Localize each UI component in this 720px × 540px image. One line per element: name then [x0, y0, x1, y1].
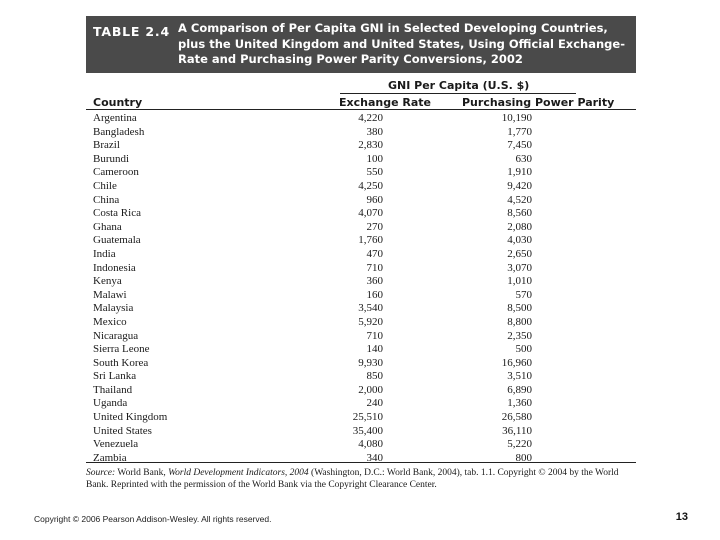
ppp-cell: 570	[515, 288, 532, 301]
table-title-bar	[86, 16, 636, 73]
country-cell: Zambia	[93, 451, 127, 464]
country-cell: United States	[93, 424, 152, 437]
ppp-cell: 6,890	[507, 383, 532, 396]
group-header-rule	[340, 93, 576, 94]
table-row	[86, 438, 636, 452]
column-header-country: Country	[93, 96, 143, 109]
exchange-rate-cell: 710	[366, 329, 383, 342]
gni-group-header: GNI Per Capita (U.S. $)	[388, 79, 530, 92]
country-cell: Mexico	[93, 315, 127, 328]
table-row	[86, 411, 636, 425]
table-row	[86, 234, 636, 248]
ppp-cell: 10,190	[501, 112, 532, 124]
table-row	[86, 262, 636, 276]
ppp-cell: 5,220	[507, 438, 532, 451]
country-cell: Ghana	[93, 220, 122, 233]
country-cell: Burundi	[93, 152, 130, 165]
ppp-cell: 26,580	[501, 411, 532, 424]
table-row	[86, 330, 636, 344]
country-cell: China	[93, 193, 120, 206]
gni-comparison-table	[86, 16, 636, 490]
exchange-rate-cell: 4,070	[358, 207, 383, 220]
ppp-cell: 2,350	[507, 329, 532, 342]
exchange-rate-cell: 1,760	[358, 234, 383, 247]
country-cell: Nicaragua	[93, 329, 139, 342]
exchange-rate-cell: 100	[366, 152, 383, 165]
exchange-rate-cell: 960	[366, 193, 383, 206]
exchange-rate-cell: 9,930	[358, 356, 383, 369]
table-row	[86, 316, 636, 330]
exchange-rate-cell: 4,080	[358, 438, 383, 451]
exchange-rate-cell: 35,400	[352, 424, 383, 437]
table-row	[86, 221, 636, 235]
country-cell: Guatemala	[93, 234, 141, 247]
ppp-cell: 800	[515, 451, 532, 464]
ppp-cell: 3,510	[507, 370, 532, 383]
column-header-ppp: Purchasing Power Parity	[462, 96, 615, 109]
column-header-exchange-rate: Exchange Rate	[339, 96, 431, 109]
table-row	[86, 248, 636, 262]
ppp-cell: 16,960	[501, 356, 532, 369]
country-cell: Brazil	[93, 139, 120, 152]
source-label: Source:	[86, 468, 116, 478]
exchange-rate-cell: 270	[366, 220, 383, 233]
country-cell: India	[93, 247, 116, 260]
exchange-rate-cell: 2,000	[358, 383, 383, 396]
country-cell: Cameroon	[93, 166, 139, 179]
country-cell: Malawi	[93, 288, 127, 301]
ppp-cell: 3,070	[507, 261, 532, 274]
exchange-rate-cell: 240	[366, 397, 383, 410]
table-row	[86, 166, 636, 180]
page-number: 13	[675, 511, 688, 523]
country-cell: Bangladesh	[93, 125, 145, 138]
table-title: A Comparison of Per Capita GNI in Selected Developing Countries, plus the United Kingdom and United States, Using Official Exchange-Rate and Purchasing Power Parity Conversions, 2002	[178, 21, 625, 66]
exchange-rate-cell: 140	[366, 343, 383, 356]
table-row	[86, 194, 636, 208]
ppp-cell: 4,030	[507, 234, 532, 247]
ppp-cell: 1,010	[507, 275, 532, 288]
exchange-rate-cell: 4,220	[358, 112, 383, 124]
table-row	[86, 207, 636, 221]
ppp-cell: 2,650	[507, 247, 532, 260]
header-rule	[86, 109, 636, 110]
ppp-cell: 8,500	[507, 302, 532, 315]
table-row	[86, 370, 636, 384]
ppp-cell: 7,450	[507, 139, 532, 152]
exchange-rate-cell: 3,540	[358, 302, 383, 315]
country-cell: Sierra Leone	[93, 343, 150, 356]
exchange-rate-cell: 5,920	[358, 315, 383, 328]
exchange-rate-cell: 550	[366, 166, 383, 179]
exchange-rate-cell: 4,250	[358, 179, 383, 192]
country-cell: Sri Lanka	[93, 370, 137, 383]
exchange-rate-cell: 380	[366, 125, 383, 138]
country-cell: Venezuela	[93, 438, 139, 451]
ppp-cell: 1,360	[507, 397, 532, 410]
ppp-cell: 1,910	[507, 166, 532, 179]
country-cell: Indonesia	[93, 261, 136, 274]
table-row	[86, 153, 636, 167]
exchange-rate-cell: 340	[366, 451, 383, 464]
table-row	[86, 289, 636, 303]
table-row	[86, 139, 636, 153]
source-text-1: World Bank,	[115, 468, 169, 478]
table-body	[86, 112, 636, 465]
ppp-cell: 9,420	[507, 179, 532, 192]
table-row	[86, 275, 636, 289]
country-cell: Thailand	[93, 383, 133, 396]
footer-copyright: Copyright © 2006 Pearson Addison-Wesley. All rights reserved.	[34, 514, 272, 524]
bottom-rule	[86, 462, 636, 463]
ppp-cell: 4,520	[507, 193, 532, 206]
table-row	[86, 452, 636, 466]
source-note	[86, 467, 636, 491]
ppp-cell: 8,800	[507, 315, 532, 328]
ppp-cell: 2,080	[507, 220, 532, 233]
exchange-rate-cell: 160	[366, 288, 383, 301]
table-row	[86, 384, 636, 398]
source-text-2: (Washington, D.C.: World Bank, 2004), tab. 1.1. Copyright © 2004 by the World Bank. Reprinted with the permission of the World Bank via the Copyright Clearance Center.	[86, 468, 619, 490]
table-row	[86, 112, 636, 126]
country-cell: United Kingdom	[93, 411, 168, 424]
table-row	[86, 357, 636, 371]
exchange-rate-cell: 710	[366, 261, 383, 274]
source-publication: World Development Indicators, 2004	[168, 468, 309, 478]
ppp-cell: 1,770	[507, 125, 532, 138]
country-cell: South Korea	[93, 356, 149, 369]
ppp-cell: 36,110	[502, 424, 532, 437]
table-row	[86, 425, 636, 439]
exchange-rate-cell: 470	[366, 247, 383, 260]
table-row	[86, 126, 636, 140]
country-cell: Uganda	[93, 397, 128, 410]
country-cell: Kenya	[93, 275, 122, 288]
exchange-rate-cell: 2,830	[358, 139, 383, 152]
exchange-rate-cell: 25,510	[352, 411, 383, 424]
table-row	[86, 397, 636, 411]
country-cell: Argentina	[93, 112, 137, 124]
table-number: TABLE 2.4	[93, 24, 170, 39]
country-cell: Chile	[93, 179, 117, 192]
table-row	[86, 343, 636, 357]
exchange-rate-cell: 360	[366, 275, 383, 288]
ppp-cell: 500	[515, 343, 532, 356]
ppp-cell: 8,560	[507, 207, 532, 220]
ppp-cell: 630	[515, 152, 532, 165]
exchange-rate-cell: 850	[366, 370, 383, 383]
country-cell: Malaysia	[93, 302, 134, 315]
table-row	[86, 180, 636, 194]
country-cell: Costa Rica	[93, 207, 141, 220]
table-row	[86, 302, 636, 316]
